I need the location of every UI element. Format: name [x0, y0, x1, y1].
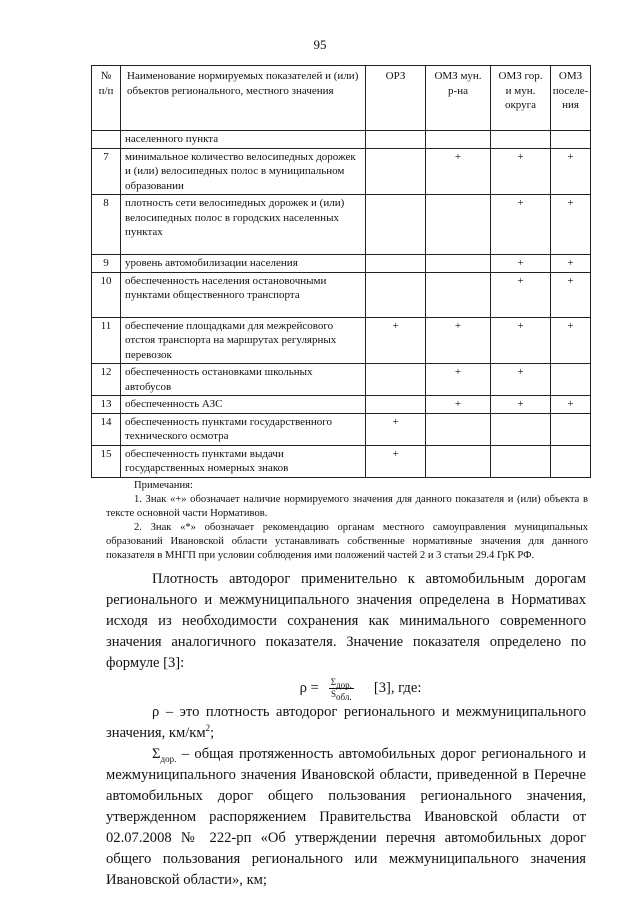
formula-denominator: S	[331, 688, 337, 699]
cell-name: минимальное количество велосипедных дорожек и (или) велосипедных полос в муниципальном образовании	[121, 148, 366, 195]
paragraph-density	[106, 569, 586, 674]
header-omz-mun: ОМЗ мун. р-на	[426, 66, 491, 131]
cell-orz: +	[366, 445, 426, 477]
definition-rho-sup: 2	[205, 722, 211, 733]
cell-num: 7	[92, 148, 121, 195]
cell-omz-gor: +	[491, 195, 551, 255]
table-row	[92, 396, 591, 414]
header-orz: ОРЗ	[366, 66, 426, 131]
header-num: № п/п	[92, 66, 121, 131]
formula-lhs: ρ =	[299, 679, 319, 696]
sigma-sub: дор.	[160, 753, 177, 764]
cell-omz-mun: +	[426, 364, 491, 396]
cell-omz-pos	[551, 445, 591, 477]
definition-rho-end: ;	[210, 724, 215, 741]
cell-omz-mun	[426, 195, 491, 255]
cell-orz	[366, 195, 426, 255]
cell-num: 11	[92, 317, 121, 364]
formula	[91, 677, 590, 700]
cell-omz-gor: +	[491, 317, 551, 364]
cell-omz-pos: +	[551, 317, 591, 364]
cell-num: 13	[92, 396, 121, 414]
cell-name: обеспеченность пунктами выдачи государственных номерных знаков	[121, 445, 366, 477]
cell-name: населенного пункта	[121, 131, 366, 149]
notes	[106, 479, 588, 563]
cell-orz: +	[366, 317, 426, 364]
paragraph-text: Плотность автодорог применительно к автомобильным дорогам регионального и межмуниципального значения определена в Нормативах исходя из необходимости сохранения как минимального современного значения аналогичного показателя. Значение показателя определено по формуле [3]:	[106, 570, 586, 671]
cell-omz-gor: +	[491, 272, 551, 317]
header-omz-gor: ОМЗ гор. и мун. округа	[491, 66, 551, 131]
table-row	[92, 413, 591, 445]
cell-omz-pos: +	[551, 396, 591, 414]
formula-numerator-sub: дор.	[336, 679, 352, 690]
definition-sigma-text: – общая протяженность автомобильных дорог регионального и межмуниципального значения Ивановской области, приведенной в Перечне автомобильных дорог общего пользования регионального значения, утвержденном распоряжением Правительства Ивановской области от 02.07.2008 № 222-рп «Об утверждении перечня автомобильных дорог общего пользования регионального или межмуниципального значения Ивановской области», км;	[106, 745, 586, 888]
cell-omz-gor	[491, 445, 551, 477]
cell-omz-pos: +	[551, 255, 591, 273]
note-1: 1. Знак «+» обозначает наличие нормируемого значения для данного показателя и (или) объекта в тексте основной части Нормативов.	[106, 493, 588, 519]
cell-num: 8	[92, 195, 121, 255]
cell-omz-mun	[426, 445, 491, 477]
cell-omz-gor: +	[491, 396, 551, 414]
cell-name: обеспеченность остановками школьных автобусов	[121, 364, 366, 396]
definition-sigma	[106, 744, 586, 891]
cell-omz-pos	[551, 131, 591, 149]
cell-omz-mun: +	[426, 317, 491, 364]
cell-orz: +	[366, 413, 426, 445]
cell-omz-mun: +	[426, 148, 491, 195]
cell-omz-pos	[551, 413, 591, 445]
table-row	[92, 255, 591, 273]
cell-omz-mun	[426, 131, 491, 149]
definition-rho	[106, 702, 586, 744]
cell-orz	[366, 396, 426, 414]
formula-numerator: Σ	[330, 676, 337, 687]
cell-omz-pos: +	[551, 148, 591, 195]
cell-omz-pos: +	[551, 272, 591, 317]
definition-rho-text: ρ – это плотность автодорог регионального и межмуниципального значения, км/км	[106, 703, 586, 741]
cell-omz-mun	[426, 272, 491, 317]
header-omz-pos: ОМЗ поселе-ния	[551, 66, 591, 131]
cell-orz	[366, 131, 426, 149]
definitions	[106, 702, 586, 891]
notes-title: Примечания:	[134, 479, 193, 491]
table-row	[92, 364, 591, 396]
formula-reference: [3], где:	[373, 679, 422, 696]
cell-name: плотность сети велосипедных дорожек и (или) велосипедных полос в городских населенных пунктах	[121, 195, 366, 255]
table-row	[92, 131, 591, 149]
indicators-table	[91, 65, 591, 478]
page-number: 95	[313, 37, 327, 52]
sigma-symbol: Σ	[152, 745, 161, 762]
cell-omz-pos	[551, 364, 591, 396]
cell-num: 12	[92, 364, 121, 396]
table-row	[92, 317, 591, 364]
cell-orz	[366, 255, 426, 273]
cell-omz-gor: +	[491, 148, 551, 195]
cell-name: обеспеченность АЗС	[121, 396, 366, 414]
cell-name: обеспеченность пунктами государственного технического осмотра	[121, 413, 366, 445]
formula-denominator-sub: обл.	[336, 691, 352, 702]
cell-omz-gor: +	[491, 364, 551, 396]
cell-omz-mun	[426, 255, 491, 273]
cell-num: 15	[92, 445, 121, 477]
cell-omz-mun	[426, 413, 491, 445]
cell-name: обеспеченность населения остановочными пунктами общественного транспорта	[121, 272, 366, 317]
page-content	[91, 65, 590, 891]
cell-orz	[366, 364, 426, 396]
cell-omz-gor	[491, 413, 551, 445]
table-row	[92, 445, 591, 477]
cell-orz	[366, 148, 426, 195]
cell-name: обеспечение площадками для межрейсового отстоя транспорта на маршрутах регулярных перевозок	[121, 317, 366, 364]
note-2: 2. Знак «*» обозначает рекомендацию органам местного самоуправления муниципальных образований Ивановской области устанавливать собственные нормативные значения для данного показателя в МНГП при условии соблюдения ими положений частей 2 и 3 статьи 29.4 ГрК РФ.	[106, 521, 588, 561]
cell-omz-gor	[491, 131, 551, 149]
table-row	[92, 148, 591, 195]
cell-omz-pos: +	[551, 195, 591, 255]
cell-orz	[366, 272, 426, 317]
table-header-row	[92, 66, 591, 131]
cell-num: 14	[92, 413, 121, 445]
cell-num: 10	[92, 272, 121, 317]
table-row	[92, 195, 591, 255]
cell-omz-mun: +	[426, 396, 491, 414]
header-name: Наименование нормируемых показателей и (или) объектов регионального, местного значения	[121, 66, 366, 131]
cell-name: уровень автомобилизации населения	[121, 255, 366, 273]
table-row	[92, 272, 591, 317]
cell-num: 9	[92, 255, 121, 273]
cell-num	[92, 131, 121, 149]
formula-fraction	[329, 677, 354, 700]
cell-omz-gor: +	[491, 255, 551, 273]
